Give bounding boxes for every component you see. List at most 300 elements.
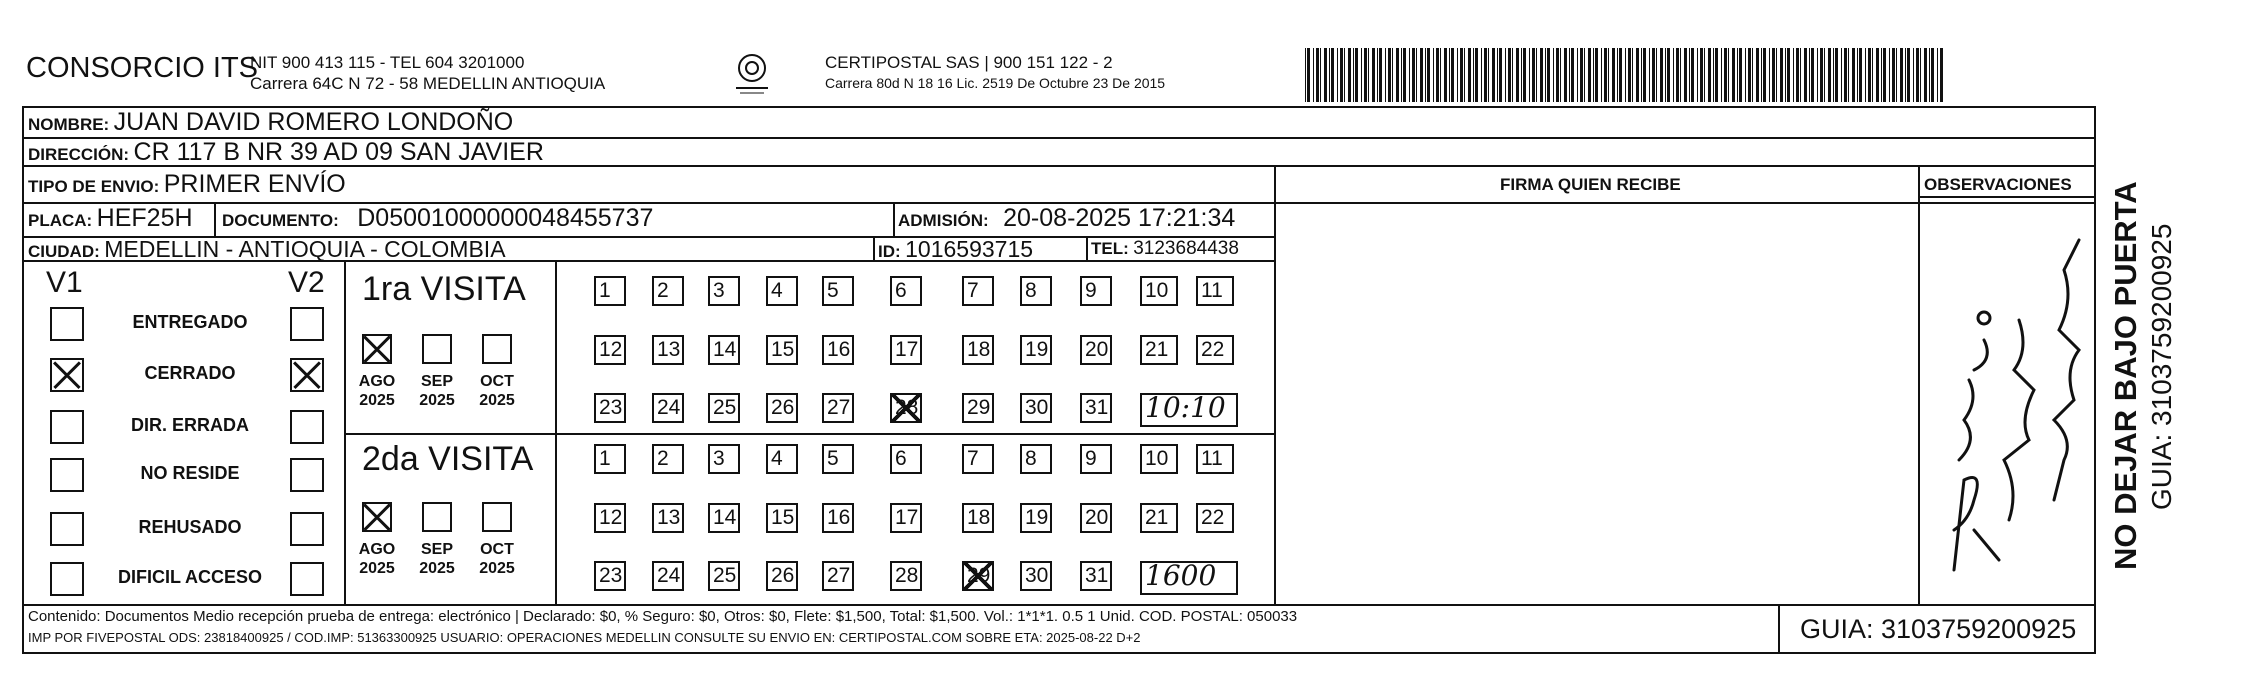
v2-checkbox[interactable] <box>290 562 324 596</box>
barcode-bar <box>1364 48 1367 102</box>
barcode-bar <box>1361 48 1362 102</box>
day-box[interactable]: 1 <box>594 444 626 474</box>
barcode-bar <box>1604 48 1607 102</box>
barcode-bar <box>1523 48 1526 102</box>
barcode-bar <box>1684 48 1687 102</box>
barcode-bar <box>1787 48 1790 102</box>
divider <box>1778 606 1780 652</box>
day-box[interactable]: 12 <box>594 335 626 365</box>
barcode-bar <box>1313 48 1314 102</box>
barcode-bar <box>1625 48 1626 102</box>
day-box[interactable]: 11 <box>1196 276 1234 306</box>
barcode-bar <box>1796 48 1799 102</box>
day-box[interactable]: 12 <box>594 503 626 533</box>
day-box-marked[interactable]: 29 <box>962 561 994 591</box>
barcode-bar <box>1676 48 1679 102</box>
barcode-bar <box>1868 48 1871 102</box>
barcode-bar <box>1841 48 1842 102</box>
v1-checkbox[interactable] <box>50 358 84 392</box>
barcode-bar <box>1577 48 1578 102</box>
day-box[interactable]: 9 <box>1080 276 1112 306</box>
barcode-bar <box>1673 48 1674 102</box>
v2-checkbox[interactable] <box>290 458 324 492</box>
company-name: CONSORCIO ITS <box>26 52 259 84</box>
day-box[interactable]: 5 <box>822 276 854 306</box>
divider <box>1086 237 1088 261</box>
barcode-bar <box>1769 48 1770 102</box>
barcode-bar <box>1881 48 1882 102</box>
day-box[interactable]: 15 <box>766 335 798 365</box>
visit-1-title: 1ra VISITA <box>362 270 526 308</box>
barcode-bar <box>1905 48 1906 102</box>
day-box[interactable]: 3 <box>708 276 740 306</box>
divider <box>893 204 895 237</box>
barcode-bar <box>1433 48 1434 102</box>
barcode-bar <box>1859 48 1862 102</box>
day-box[interactable]: 30 <box>1020 561 1052 591</box>
barcode-bar <box>1632 48 1633 102</box>
barcode-bar <box>1540 48 1543 102</box>
barcode-bar <box>1492 48 1495 102</box>
month-checkbox[interactable] <box>422 334 452 364</box>
barcode-bar <box>1464 48 1465 102</box>
barcode-bar <box>1828 48 1831 102</box>
barcode-bar <box>1396 48 1399 102</box>
barcode-bar <box>1420 48 1423 102</box>
divider <box>22 604 2096 606</box>
admision-value: 20-08-2025 17:21:34 <box>1003 204 1236 232</box>
barcode-bar <box>1737 48 1738 102</box>
barcode-bar <box>1728 48 1729 102</box>
barcode-bar <box>1481 48 1482 102</box>
direccion-row <box>28 138 544 167</box>
barcode-bar <box>1545 48 1546 102</box>
id-label: ID: <box>878 242 901 261</box>
barcode-bar <box>1793 48 1794 102</box>
documento-label: DOCUMENTO: <box>222 211 339 230</box>
day-box[interactable]: 7 <box>962 444 994 474</box>
barcode-bar <box>1896 48 1897 102</box>
barcode-bar <box>1388 48 1391 102</box>
barcode-bar <box>1636 48 1639 102</box>
v2-checkbox[interactable] <box>290 307 324 341</box>
barcode-bar <box>1752 48 1753 102</box>
barcode-bar <box>1739 48 1742 102</box>
barcode-bar <box>1772 48 1775 102</box>
barcode-bar <box>1499 48 1502 102</box>
certipostal-logo <box>728 50 776 98</box>
id-value: 1016593715 <box>905 236 1034 262</box>
nombre-label: NOMBRE: <box>28 115 110 134</box>
v2-header: V2 <box>288 266 325 299</box>
license-line: Carrera 80d N 18 16 Lic. 2519 De Octubre 23 De 2015 <box>825 75 1166 91</box>
v1-checkbox[interactable] <box>50 458 84 492</box>
barcode-bar <box>1473 48 1474 102</box>
barcode-bar <box>1553 48 1554 102</box>
barcode-bar <box>1892 48 1895 102</box>
barcode-bar <box>1451 48 1454 102</box>
month-checkbox[interactable] <box>362 502 392 532</box>
barcode-bar <box>1913 48 1914 102</box>
barcode-bar <box>1425 48 1426 102</box>
day-box[interactable]: 2 <box>652 444 684 474</box>
barcode-bar <box>1931 48 1934 102</box>
status-label: ENTREGADO <box>132 312 248 332</box>
barcode-bar <box>1776 48 1777 102</box>
day-box[interactable]: 20 <box>1080 503 1112 533</box>
frame-right <box>2094 106 2096 654</box>
divider <box>1918 196 2094 198</box>
nombre-value: JUAN DAVID ROMERO LONDOÑO <box>113 108 514 136</box>
barcode-bar <box>1409 48 1410 102</box>
barcode-bar <box>1385 48 1386 102</box>
day-box[interactable]: 26 <box>766 393 798 423</box>
day-box[interactable]: 15 <box>766 503 798 533</box>
divider <box>555 260 557 605</box>
admision-field <box>898 204 1235 233</box>
month-label: SEP 2025 <box>419 541 455 577</box>
barcode-bar <box>1689 48 1690 102</box>
barcode-bar <box>1412 48 1415 102</box>
barcode-bar <box>1804 48 1807 102</box>
barcode-bar <box>1316 48 1319 102</box>
barcode-bar <box>1660 48 1663 102</box>
status-label: DIR. ERRADA <box>130 415 249 435</box>
tel-value: 3123684438 <box>1133 238 1239 259</box>
barcode-bar <box>1392 48 1393 102</box>
v1-checkbox[interactable] <box>50 512 84 546</box>
day-box[interactable]: 14 <box>708 503 740 533</box>
barcode-bar <box>1649 48 1650 102</box>
nombre-row <box>28 108 513 137</box>
barcode-bar <box>1569 48 1570 102</box>
barcode-bar <box>1619 48 1622 102</box>
nit-line: NIT 900 413 115 - TEL 604 3201000 <box>250 53 525 72</box>
barcode-bar <box>1715 48 1718 102</box>
barcode-bar <box>1468 48 1471 102</box>
observaciones-handwriting <box>1924 200 2094 600</box>
day-box[interactable]: 10 <box>1140 276 1178 306</box>
month-checkbox[interactable] <box>362 334 392 364</box>
barcode-bar <box>1355 48 1358 102</box>
day-box[interactable]: 31 <box>1080 561 1112 591</box>
barcode-bar <box>1547 48 1550 102</box>
day-box[interactable]: 10 <box>1140 444 1178 474</box>
divider <box>344 433 1276 435</box>
v1-checkbox[interactable] <box>50 410 84 444</box>
documento-value: D05001000000048455737 <box>357 204 654 232</box>
day-box[interactable]: 23 <box>594 561 626 591</box>
frame-bottom <box>22 652 2096 654</box>
tipo-envio-value: PRIMER ENVÍO <box>163 170 346 198</box>
barcode-bar <box>1449 48 1450 102</box>
month-label: OCT 2025 <box>479 541 515 577</box>
barcode-bar <box>1348 48 1351 102</box>
day-box[interactable]: 19 <box>1020 335 1052 365</box>
direccion-value: CR 117 B NR 39 AD 09 SAN JAVIER <box>133 138 544 166</box>
barcode-bar <box>1444 48 1447 102</box>
barcode-bar <box>1820 48 1823 102</box>
month-label: AGO 2025 <box>358 541 396 577</box>
frame-left <box>22 106 24 654</box>
barcode-bar <box>1436 48 1439 102</box>
barcode-bar <box>1324 48 1327 102</box>
day-box[interactable]: 25 <box>708 393 740 423</box>
barcode-bar <box>1337 48 1338 102</box>
documento-field <box>222 204 653 233</box>
tel-label: TEL: <box>1091 239 1129 258</box>
barcode-bar <box>1353 48 1354 102</box>
barcode-bar <box>1457 48 1458 102</box>
barcode-bar <box>1560 48 1561 102</box>
carrier-info <box>825 52 1165 94</box>
no-dejar-warning: NO DEJAR BAJO PUERTA <box>2108 181 2143 570</box>
day-box[interactable]: 8 <box>1020 444 1052 474</box>
v2-checkbox[interactable] <box>290 410 324 444</box>
ciudad-label: CIUDAD: <box>28 242 100 261</box>
tipo-envio-label: TIPO DE ENVIO: <box>28 177 160 196</box>
day-box[interactable]: 11 <box>1196 444 1234 474</box>
barcode-bar <box>1811 48 1814 102</box>
status-label: NO RESIDE <box>140 463 240 483</box>
address-line: Carrera 64C N 72 - 58 MEDELLIN ANTIOQUIA <box>250 74 606 93</box>
barcode-bar <box>1761 48 1762 102</box>
barcode-bar <box>1516 48 1519 102</box>
barcode-bar <box>1403 48 1406 102</box>
day-box[interactable]: 3 <box>708 444 740 474</box>
barcode-bar <box>1697 48 1698 102</box>
barcode-bar <box>1704 48 1705 102</box>
day-box[interactable]: 24 <box>652 561 684 591</box>
day-box[interactable]: 9 <box>1080 444 1112 474</box>
barcode-bar <box>1377 48 1378 102</box>
barcode-bar <box>1484 48 1487 102</box>
barcode-bar <box>1844 48 1847 102</box>
barcode-bar <box>1817 48 1818 102</box>
barcode-bar <box>1680 48 1681 102</box>
day-box[interactable]: 17 <box>890 503 922 533</box>
day-box[interactable]: 2 <box>652 276 684 306</box>
tipo-envio-row <box>28 170 346 199</box>
day-box[interactable]: 28 <box>890 561 922 591</box>
status-label: REHUSADO <box>138 517 242 537</box>
day-box[interactable]: 21 <box>1140 503 1178 533</box>
barcode-bar <box>1529 48 1530 102</box>
day-box[interactable]: 29 <box>962 393 994 423</box>
barcode-bar <box>1571 48 1574 102</box>
barcode-bar <box>1532 48 1535 102</box>
barcode-bar <box>1608 48 1609 102</box>
barcode-bar <box>1340 48 1343 102</box>
carrier-line: CERTIPOSTAL SAS | 900 151 122 - 2 <box>825 53 1113 72</box>
day-box[interactable]: 13 <box>652 503 684 533</box>
v2-checkbox[interactable] <box>290 358 324 392</box>
barcode-bar <box>1628 48 1631 102</box>
day-box[interactable]: 13 <box>652 335 684 365</box>
day-box[interactable]: 19 <box>1020 503 1052 533</box>
footer-imp: IMP POR FIVEPOSTAL ODS: 23818400925 / COD.IMP: 51363300925 USUARIO: OPERACIONES MEDELLIN CONSULTE SU ENVIO EN: CERTIPOSTAL.COM SOBRE ETA: 2025-08-22 D+2 <box>28 630 1141 645</box>
barcode-bar <box>1584 48 1585 102</box>
day-box[interactable]: 17 <box>890 335 922 365</box>
barcode-bar <box>1929 48 1930 102</box>
barcode-bar <box>1580 48 1583 102</box>
day-box[interactable]: 4 <box>766 444 798 474</box>
barcode-bar <box>1588 48 1591 102</box>
barcode-bar <box>1876 48 1879 102</box>
barcode-bar <box>1883 48 1886 102</box>
barcode-bar <box>1372 48 1375 102</box>
barcode-bar <box>1652 48 1655 102</box>
day-box[interactable]: 20 <box>1080 335 1112 365</box>
barcode-bar <box>1857 48 1858 102</box>
barcode-bar <box>1937 48 1938 102</box>
guia-number: GUIA: 3103759200925 <box>1800 614 2077 644</box>
barcode-bar <box>1379 48 1382 102</box>
observaciones-header: OBSERVACIONES <box>1924 175 2072 194</box>
company-info <box>250 52 605 94</box>
barcode-bar <box>1907 48 1910 102</box>
day-box[interactable]: 5 <box>822 444 854 474</box>
barcode-bar <box>1916 48 1919 102</box>
day-box[interactable]: 4 <box>766 276 798 306</box>
barcode-bar <box>1505 48 1506 102</box>
barcode-bar <box>1307 48 1310 102</box>
direccion-label: DIRECCIÓN: <box>28 145 130 164</box>
barcode-bar <box>1508 48 1511 102</box>
day-box[interactable]: 16 <box>822 503 854 533</box>
barcode-bar <box>1763 48 1766 102</box>
barcode-bar <box>1852 48 1855 102</box>
barcode-bar <box>1713 48 1714 102</box>
placa-row <box>28 204 193 233</box>
barcode-bar <box>1900 48 1903 102</box>
v2-checkbox[interactable] <box>290 512 324 546</box>
barcode-bar <box>1889 48 1890 102</box>
day-box[interactable]: 24 <box>652 393 684 423</box>
day-box[interactable]: 27 <box>822 393 854 423</box>
v1-checkbox[interactable] <box>50 307 84 341</box>
ciudad-value: MEDELLIN - ANTIOQUIA - COLOMBIA <box>104 236 506 262</box>
barcode-bar <box>1833 48 1834 102</box>
day-box[interactable]: 14 <box>708 335 740 365</box>
barcode-bar <box>1924 48 1927 102</box>
barcode-bar <box>1488 48 1489 102</box>
barcode-bar <box>1593 48 1594 102</box>
day-box[interactable]: 27 <box>822 561 854 591</box>
barcode-bar <box>1536 48 1537 102</box>
divider <box>214 204 216 237</box>
divider <box>1274 167 1276 605</box>
day-box[interactable]: 6 <box>890 444 922 474</box>
barcode-bar <box>1708 48 1711 102</box>
barcode-bar <box>1641 48 1642 102</box>
barcode-bar <box>1920 48 1921 102</box>
barcode-bar <box>1344 48 1345 102</box>
placa-label: PLACA: <box>28 211 93 230</box>
visit-time-handwritten: 1600 <box>1140 561 1238 595</box>
barcode-bar <box>1440 48 1441 102</box>
barcode <box>1305 48 1945 102</box>
day-box[interactable]: 18 <box>962 335 994 365</box>
day-box[interactable]: 18 <box>962 503 994 533</box>
barcode-bar <box>1835 48 1838 102</box>
barcode-bar <box>1595 48 1598 102</box>
day-box[interactable]: 21 <box>1140 335 1178 365</box>
barcode-bar <box>1724 48 1727 102</box>
barcode-bar <box>1809 48 1810 102</box>
barcode-bar <box>1800 48 1801 102</box>
barcode-bar <box>1721 48 1722 102</box>
day-box[interactable]: 26 <box>766 561 798 591</box>
month-checkbox[interactable] <box>482 334 512 364</box>
barcode-bar <box>1665 48 1666 102</box>
barcode-bar <box>1556 48 1559 102</box>
barcode-bar <box>1601 48 1602 102</box>
divider <box>344 260 346 605</box>
barcode-bar <box>1667 48 1670 102</box>
v1-checkbox[interactable] <box>50 562 84 596</box>
visit-time-handwritten: 10:10 <box>1140 393 1238 427</box>
barcode-bar <box>1305 48 1306 102</box>
visit-2-title: 2da VISITA <box>362 440 534 478</box>
day-box[interactable]: 22 <box>1196 503 1234 533</box>
day-box[interactable]: 31 <box>1080 393 1112 423</box>
month-label: SEP 2025 <box>419 373 455 409</box>
day-box[interactable]: 6 <box>890 276 922 306</box>
status-label: CERRADO <box>144 363 236 383</box>
tel-field <box>1091 238 1239 260</box>
barcode-bar <box>1700 48 1703 102</box>
barcode-bar <box>1475 48 1478 102</box>
barcode-bar <box>1848 48 1849 102</box>
day-box[interactable]: 22 <box>1196 335 1234 365</box>
month-label: AGO 2025 <box>358 373 396 409</box>
barcode-bar <box>1940 48 1943 102</box>
month-checkbox[interactable] <box>422 502 452 532</box>
barcode-bar <box>1748 48 1751 102</box>
id-field <box>878 236 1033 263</box>
barcode-bar <box>1780 48 1783 102</box>
day-box[interactable]: 23 <box>594 393 626 423</box>
barcode-bar <box>1460 48 1463 102</box>
barcode-bar <box>1329 48 1330 102</box>
barcode-bar <box>1643 48 1646 102</box>
barcode-bar <box>1691 48 1694 102</box>
barcode-bar <box>1745 48 1746 102</box>
status-label: DIFICIL ACCESO <box>117 567 262 587</box>
barcode-bar <box>1824 48 1825 102</box>
divider <box>873 237 875 261</box>
day-box[interactable]: 8 <box>1020 276 1052 306</box>
firma-header: FIRMA QUIEN RECIBE <box>1500 175 1681 194</box>
day-box-marked[interactable]: 28 <box>890 393 922 423</box>
barcode-bar <box>1564 48 1567 102</box>
day-box[interactable]: 16 <box>822 335 854 365</box>
barcode-bar <box>1617 48 1618 102</box>
barcode-bar <box>1612 48 1615 102</box>
ciudad-row <box>28 236 506 263</box>
month-checkbox[interactable] <box>482 502 512 532</box>
day-box[interactable]: 7 <box>962 276 994 306</box>
barcode-bar <box>1521 48 1522 102</box>
barcode-bar <box>1497 48 1498 102</box>
divider <box>1918 167 1920 605</box>
placa-value: HEF25H <box>96 204 193 232</box>
barcode-bar <box>1865 48 1866 102</box>
day-box[interactable]: 1 <box>594 276 626 306</box>
day-box[interactable]: 25 <box>708 561 740 591</box>
day-box[interactable]: 30 <box>1020 393 1052 423</box>
